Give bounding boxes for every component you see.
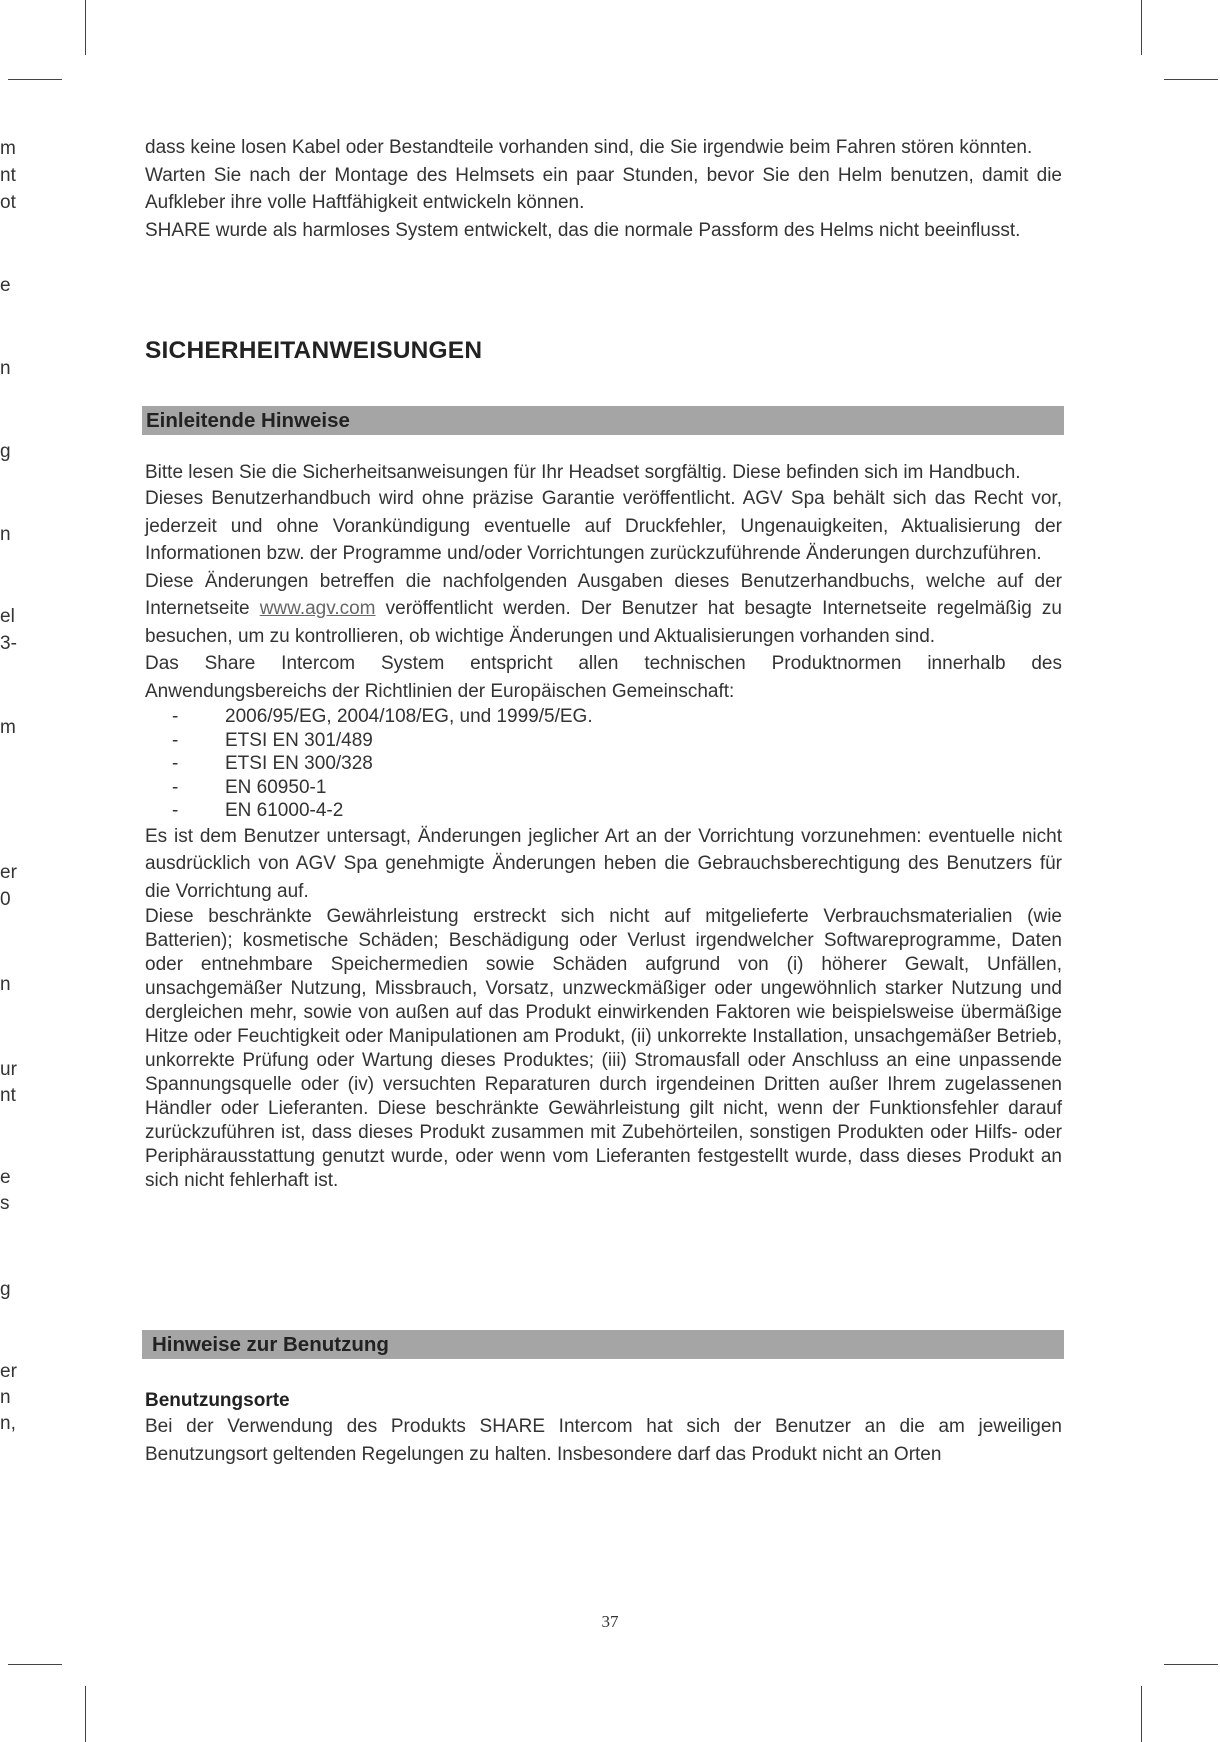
crop-mark-bottom-right-vertical [1141, 1686, 1142, 1742]
list-item [145, 752, 1062, 776]
bleed-letter: m [0, 717, 16, 738]
bleed-letter: e [0, 1167, 11, 1188]
dash-bullet: - [172, 706, 179, 727]
bleed-letter: ot [0, 192, 16, 213]
bleed-letter: n [0, 1387, 11, 1408]
dash-bullet: - [172, 776, 179, 798]
bleed-letter: 3- [0, 633, 17, 654]
list-item-text: ETSI EN 301/489 [225, 729, 373, 751]
subheading: Benutzungsorte [145, 1390, 290, 1411]
list-item [145, 729, 1062, 753]
section-title: Hinweise zur Benutzung [152, 1333, 389, 1356]
list-item-text: 2006/95/EG, 2004/108/EG, und 1999/5/EG. [225, 706, 593, 727]
crop-mark-top-right-horizontal [1164, 79, 1218, 80]
page-number: 37 [601, 1612, 619, 1631]
paragraph: Bitte lesen Sie die Sicherheitsanweisungen für Ihr Headset sorgfältig. Diese befinden sich im Handbuch. [145, 462, 1021, 483]
crop-mark-top-right-vertical [1141, 0, 1142, 55]
page-heading: SICHERHEITANWEISUNGEN [145, 337, 483, 364]
paragraph: Diese beschränkte Gewährleistung erstreckt sich nicht auf mitgelieferte Verbrauchsmaterialien (wie Batterien); kosmetische Schäden; Beschädigung oder Verlust irgendwelcher Softwareprogramme, Daten oder entnehmbare Speichermedien sowie Schäden aufgrund von (i) höherer Gewalt, Unfällen, unsachgemäßer Nutzung, Missbrauch, Vorsatz, unzweckmäßiger oder ungewöhnlich starker Nutzung und dergleichen mehr, sowie von außen auf das Produkt einwirkenden Faktoren wie beispielsweise übermäßige Hitze oder Feuchtigkeit oder Manipulationen am Produkt, (ii) unkorrekte Installation, unsachgemäßer Betrieb, unkorrekte Prüfung oder Wartung dieses Produktes; (iii) Stromausfall oder Anschluss an eine unpassende Spannungsquelle oder (iv) versuchten Reparaturen durch irgendeinen Dritten außer Ihrem zugelassenen Händler oder Lieferanten. Diese beschränkte Gewährleistung gilt nicht, wenn der Funktionsfehler darauf zurückzuführen ist, dass dieses Produkt zusammen mit Zubehörteilen, sonstigen Produkten oder Hilfs- oder Periphärausstattung genutzt wurde, oder wenn vom Lieferanten festgestellt wurde, dass dieses Produkt an sich nicht fehlerhaft ist. [145, 906, 1062, 1191]
bleed-letter: n [0, 974, 11, 995]
section-bar-hinweise-zur-benutzung [142, 1330, 1064, 1359]
paragraph: Das Share Intercom System entspricht allen technischen Produktnormen innerhalb des Anwendungsbereichs der Richtlinien der Europäischen Gemeinschaft: [145, 653, 1062, 702]
bleed-letter: ur [0, 1059, 17, 1080]
list-item-text: ETSI EN 300/328 [225, 753, 373, 774]
bleed-letter: er [0, 862, 17, 883]
bleed-letter: el [0, 606, 15, 627]
bleed-letter: n [0, 358, 11, 379]
section-bar-einleitende-hinweise [142, 406, 1064, 435]
dash-bullet: - [172, 729, 179, 751]
paragraph: Dieses Benutzerhandbuch wird ohne präzise Garantie veröffentlicht. AGV Spa behält sich das Recht vor, jederzeit und ohne Vorankündigung eventuelle auf Druckfehler, Ungenauigkeiten, Aktualisierung der Informationen bzw. der Programme und/oder Vorrichtungen zurückzuführende Änderungen durchzuführen. [145, 488, 1062, 564]
norms-list [145, 705, 1062, 823]
section1-body [145, 461, 1062, 1193]
dash-bullet: - [172, 800, 179, 821]
bleed-letter: nt [0, 1085, 16, 1106]
intro-paragraph: Warten Sie nach der Montage des Helmsets ein paar Stunden, bevor Sie den Helm benutzen, damit die Aufkleber ihre volle Haftfähigkeit entwickeln können. [145, 164, 1062, 213]
bleed-letter: m [0, 138, 16, 159]
bleed-letter: 0 [0, 889, 11, 910]
crop-mark-bottom-left-vertical [85, 1686, 86, 1742]
crop-mark-top-left-horizontal [8, 79, 62, 80]
list-item [145, 776, 1062, 800]
bleed-letter: nt [0, 165, 16, 186]
bleed-letter: g [0, 1279, 11, 1300]
bleed-letter: n [0, 524, 11, 545]
list-item-text: EN 60950-1 [225, 776, 327, 798]
bleed-letter: er [0, 1361, 17, 1382]
agv-website-link[interactable]: www.agv.com [259, 598, 376, 619]
crop-mark-bottom-left-horizontal [8, 1664, 62, 1665]
paragraph-text: veröffentlicht werden. Der Benutzer hat besagte Internetseite regelmäßig zu besuchen, um zu kontrollieren, ob wichtige Änderungen und Aktualisierungen vorhanden sind. [145, 598, 1063, 647]
paragraph-text: Diese Änderungen betreffen die nachfolgenden Ausgaben dieses Benutzerhandbuchs, welche auf der Internetseite [145, 570, 1062, 619]
crop-mark-bottom-right-horizontal [1164, 1664, 1218, 1665]
paragraph: Bei der Verwendung des Produkts SHARE Intercom hat sich der Benutzer an die am jeweiligen Benutzungsort geltenden Regelungen zu halten. Insbesondere darf das Produkt nicht an Orten [145, 1416, 1062, 1465]
crop-mark-top-left-vertical [85, 0, 86, 55]
intro-paragraph: dass keine losen Kabel oder Bestandteile vorhanden sind, die Sie irgendwie beim Fahren stören könnten. [145, 137, 1033, 158]
bleed-letter: n, [0, 1413, 16, 1434]
list-item-text: EN 61000-4-2 [225, 800, 344, 821]
list-item [145, 705, 1062, 729]
paragraph: Es ist dem Benutzer untersagt, Änderungen jeglicher Art an der Vorrichtung vorzunehmen: eventuelle nicht ausdrücklich von AGV Spa genehmigte Änderungen heben die Gebrauchsberechtigung des Benutzers für die Vorrichtung auf. [145, 825, 1062, 902]
section-title: Einleitende Hinweise [146, 409, 350, 432]
intro-block [145, 134, 1062, 244]
list-item [145, 799, 1062, 823]
bleed-letter: s [0, 1193, 10, 1214]
dash-bullet: - [172, 753, 179, 774]
heading-wrap [145, 337, 1062, 365]
bleed-letter: e [0, 275, 11, 296]
section2-body [145, 1389, 1062, 1468]
paragraph-with-link [145, 568, 1062, 651]
intro-paragraph: SHARE wurde als harmloses System entwickelt, das die normale Passform des Helms nicht beeinflusst. [145, 219, 1021, 241]
bleed-letter: g [0, 441, 11, 462]
